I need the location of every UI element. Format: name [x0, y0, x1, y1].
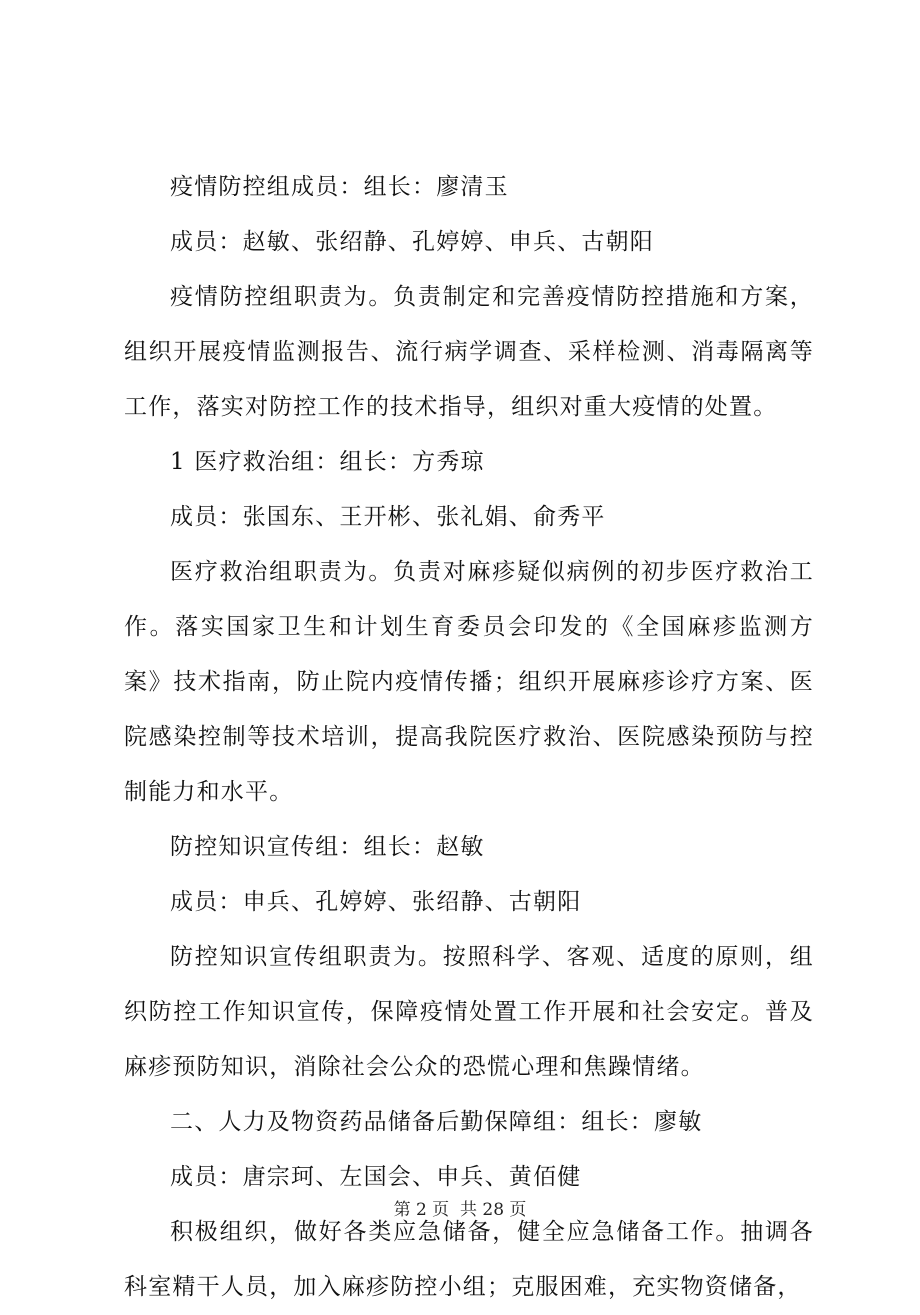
- paragraph: 疫情防控组职责为。负责制定和完善疫情防控措施和方案，组织开展疫情监测报告、流行病学调查、采样检测、消毒隔离等工作，落实对防控工作的技术指导，组织对重大疫情的处置。: [124, 284, 814, 420]
- paragraph: 成员：唐宗珂、左国会、申兵、黄佰健: [170, 1164, 582, 1190]
- paragraph: 防控知识宣传组职责为。按照科学、客观、适度的原则，组织防控工作知识宣传，保障疫情处置工作开展和社会安定。普及麻疹预防知识，消除社会公众的恐慌心理和焦躁情绪。: [124, 944, 814, 1080]
- paragraph: 医疗救治组职责为。负责对麻疹疑似病例的初步医疗救治工作。落实国家卫生和计划生育委员会印发的《全国麻疹监测方案》技术指南，防止院内疫情传播；组织开展麻疹诊疗方案、医院感染控制等技术培训，提高我院医疗救治、医院感染预防与控制能力和水平。: [124, 559, 814, 805]
- page-footer: [0, 1198, 920, 1222]
- page-number: 第 2 页 共 28 页: [393, 1200, 527, 1220]
- paragraph: 二、人力及物资药品储备后勤保障组：组长：廖敏: [170, 1109, 703, 1135]
- document-body: [124, 160, 814, 1315]
- paragraph: 成员：赵敏、张绍静、孔婷婷、申兵、古朝阳: [170, 229, 654, 255]
- paragraph: 防控知识宣传组：组长：赵敏: [170, 834, 485, 860]
- paragraph: 成员：申兵、孔婷婷、张绍静、古朝阳: [170, 889, 582, 915]
- paragraph: 疫情防控组成员：组长：廖清玉: [170, 174, 509, 200]
- paragraph: 成员：张国东、王开彬、张礼娟、俞秀平: [170, 504, 606, 530]
- paragraph: 积极组织，做好各类应急储备，健全应急储备工作。抽调各科室精干人员，加入麻疹防控小组；克服困难，充实物资储备，: [124, 1219, 814, 1300]
- paragraph: 1 医疗救治组：组长：方秀琼: [170, 449, 485, 475]
